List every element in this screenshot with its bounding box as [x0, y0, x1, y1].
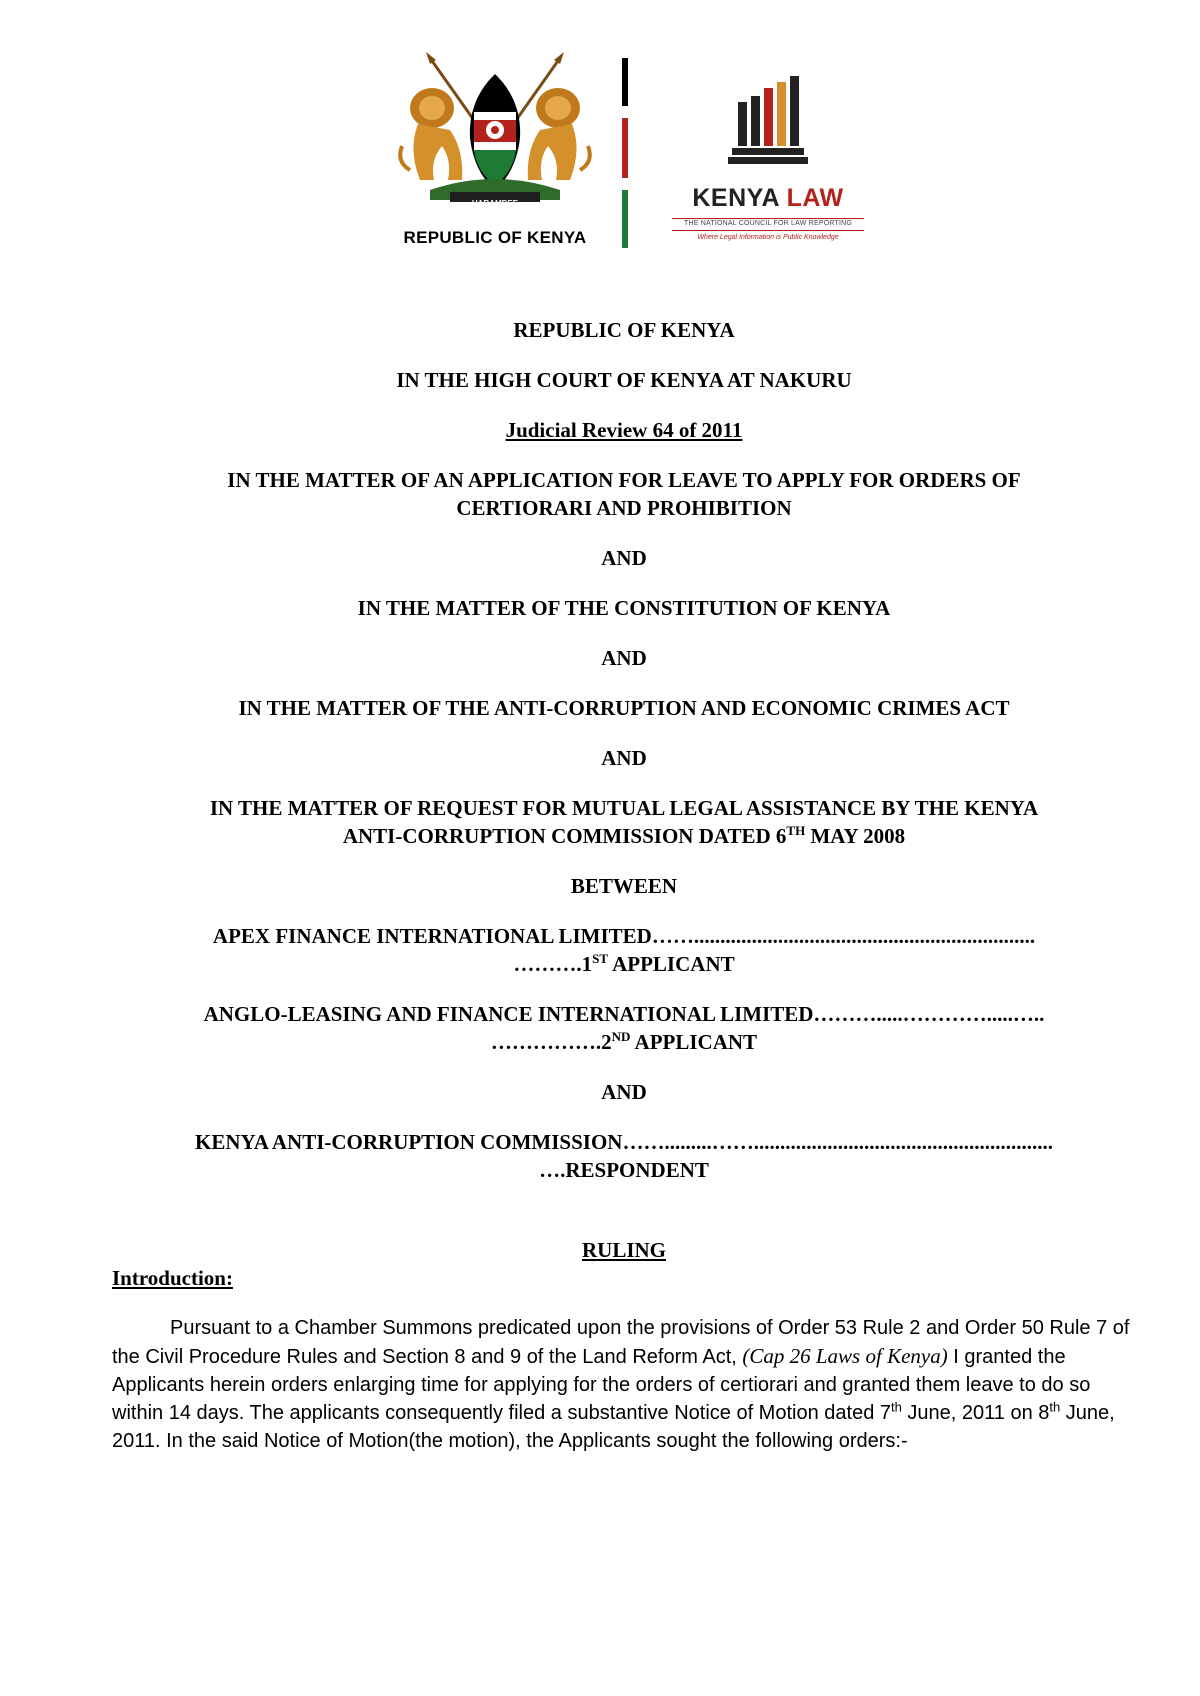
mla-line2-date: MAY 2008	[805, 824, 906, 848]
coat-caption: REPUBLIC OF KENYA	[403, 228, 587, 247]
introduction-heading: Introduction:	[112, 1266, 233, 1290]
respondent-name: KENYA ANTI-CORRUPTION COMMISSION…….........…….........................................................	[195, 1130, 1053, 1154]
party-1-role	[112, 950, 1136, 978]
coat-motto: HARAMBEE	[471, 199, 519, 208]
and-separator-parties: AND	[601, 1080, 647, 1104]
party-2-role-sup: ND	[611, 1029, 631, 1044]
kenya-law-subtitle: THE NATIONAL COUNCIL FOR LAW REPORTING	[684, 220, 852, 227]
para-sup-2: th	[1049, 1399, 1061, 1415]
kenya-law-rule-bottom	[672, 230, 864, 231]
matter-application-line1: IN THE MATTER OF AN APPLICATION FOR LEAVE TO APPLY FOR ORDERS OF	[227, 468, 1021, 492]
party-2-role	[112, 1028, 1136, 1056]
and-separator-2: AND	[601, 646, 647, 670]
and-separator-1: AND	[601, 546, 647, 570]
case-number: Judicial Review 64 of 2011	[505, 418, 743, 442]
party-1-role-prefix: ……….1	[513, 952, 593, 976]
mla-line2-text: ANTI-CORRUPTION COMMISSION DATED 6	[342, 824, 787, 848]
kenya-law-rule-top	[672, 218, 864, 219]
and-separator-3: AND	[601, 746, 647, 770]
para-text-b: I granted the Applicants herein orders enlarging time for applying for the orders of certiorari and granted them leave to do so within 14 days. The applicants consequently filed a substantive Notice of Motion dated 7	[112, 1346, 1091, 1424]
party-1-role-text: APPLICANT	[608, 952, 735, 976]
party-1-name: APEX FINANCE INTERNATIONAL LIMITED…….................................................................	[212, 924, 1036, 948]
matter-anti-corruption-act: IN THE MATTER OF THE ANTI-CORRUPTION AND ECONOMIC CRIMES ACT	[238, 696, 1010, 720]
between-label: BETWEEN	[570, 874, 678, 898]
party-1-role-sup: ST	[592, 951, 609, 966]
respondent-role: ….RESPONDENT	[539, 1158, 709, 1182]
flag-divider	[622, 58, 628, 248]
matter-mutual-legal-assistance-line1: IN THE MATTER OF REQUEST FOR MUTUAL LEGAL ASSISTANCE BY THE KENYA	[209, 796, 1039, 820]
coat-of-arms-icon	[390, 50, 600, 210]
coat-of-arms	[390, 50, 600, 260]
ruling-paragraph-1	[112, 1314, 1136, 1455]
matter-application-line2: CERTIORARI AND PROHIBITION	[456, 496, 792, 520]
party-2-role-prefix: …………….2	[490, 1030, 612, 1054]
para-text-d: June, 2011. In the said Notice of Motion(the motion), the Applicants sought the following orders:-	[112, 1402, 1115, 1452]
party-2-role-text: APPLICANT	[630, 1030, 758, 1054]
matter-constitution: IN THE MATTER OF THE CONSTITUTION OF KENYA	[357, 596, 891, 620]
kenya-law-title-law: LAW	[786, 184, 844, 212]
ruling-title: RULING	[581, 1238, 666, 1262]
kenya-law-title-kenya: KENYA	[692, 184, 780, 212]
heading-court: IN THE HIGH COURT OF KENYA AT NAKURU	[396, 368, 852, 392]
mla-line2-sup: TH	[786, 823, 806, 838]
kenya-law-logo	[668, 74, 868, 254]
para-citation: (Cap 26 Laws of Kenya)	[742, 1344, 948, 1368]
document-body	[112, 316, 1136, 1455]
kenya-law-title	[668, 184, 868, 213]
party-2-name: ANGLO-LEASING AND FINANCE INTERNATIONAL LIMITED……….....………….....…..	[203, 1002, 1045, 1026]
kenya-law-pillars-icon	[728, 74, 808, 170]
matter-mutual-legal-assistance-line2	[112, 822, 1136, 850]
header-logos	[0, 0, 1200, 270]
para-text-a: Pursuant to a Chamber Summons predicated upon the provisions of Order 53 Rule 2 and Order 50 Rule 7 of the Civil Procedure Rules and Section 8 and 9 of the Land Reform Act,	[112, 1317, 1130, 1368]
para-sup-1: th	[891, 1399, 902, 1415]
heading-republic: REPUBLIC OF KENYA	[513, 318, 735, 342]
kenya-law-tagline: Where Legal Information is Public Knowledge	[697, 234, 839, 241]
para-text-c: June, 2011 on 8	[901, 1402, 1050, 1424]
